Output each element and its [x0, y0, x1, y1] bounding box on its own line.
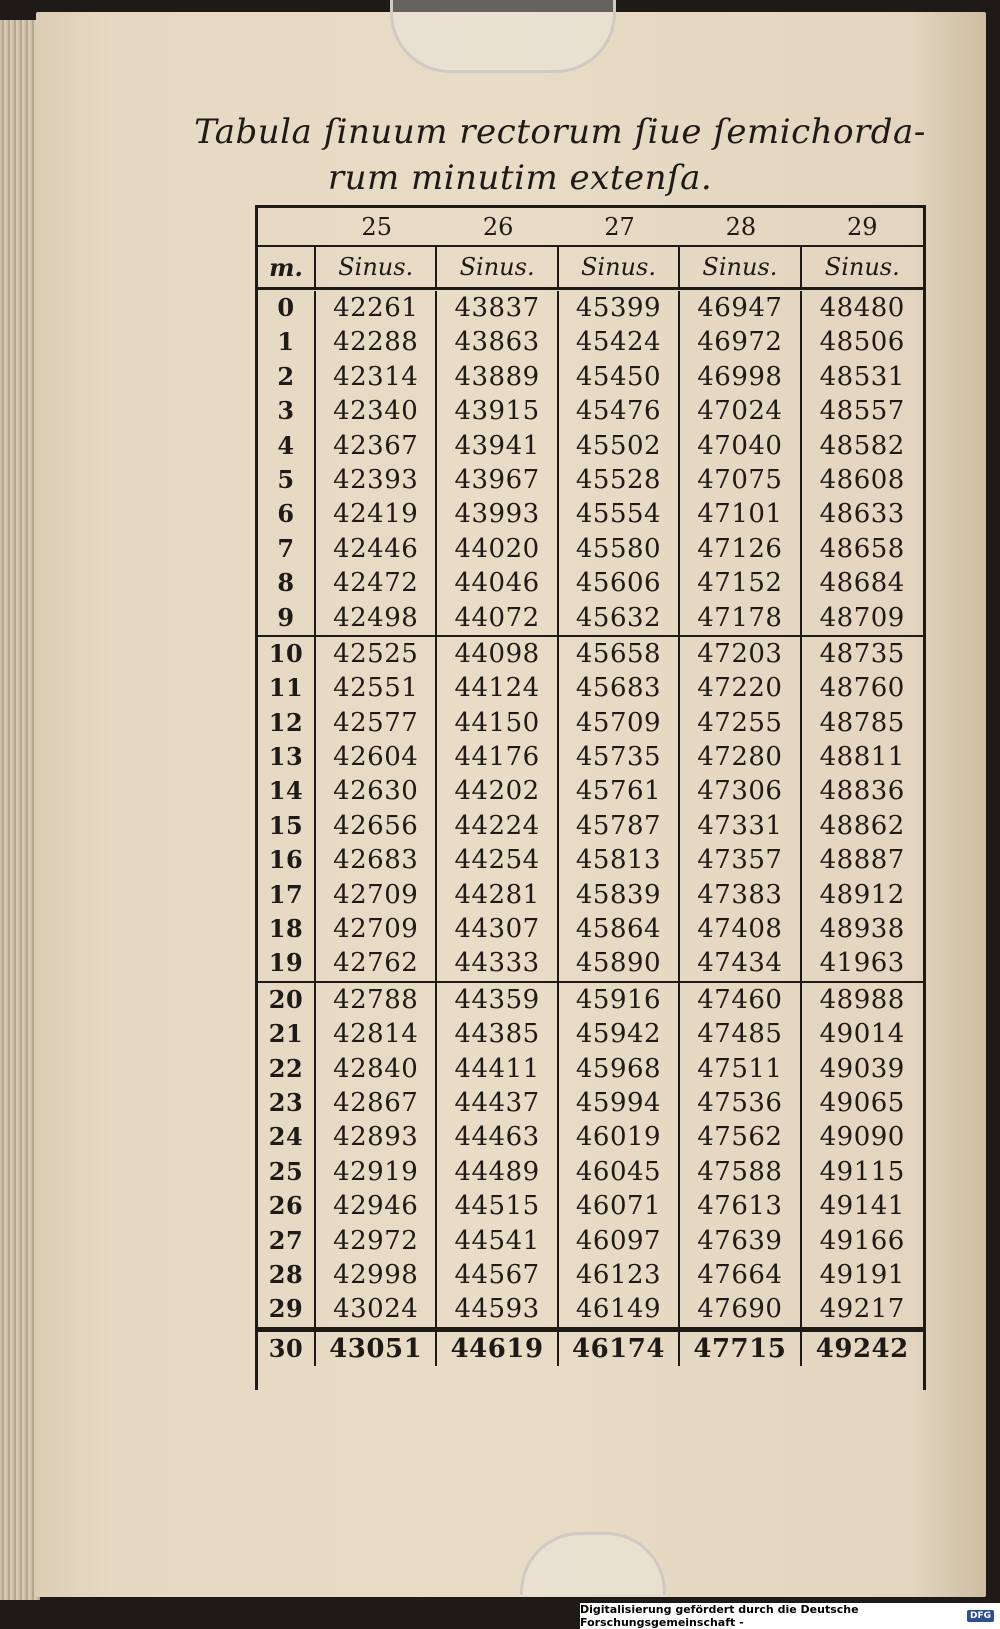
sinus-value-cell: 45864	[575, 914, 662, 945]
minute-cell: 30	[268, 1333, 304, 1363]
sinus-value-cell: 42340	[333, 396, 419, 427]
degree-header: 29	[846, 213, 878, 241]
sinus-column	[437, 1332, 558, 1366]
sinus-value-cell: 42314	[333, 361, 419, 392]
sinus-value-cell: 42893	[333, 1122, 419, 1153]
minute-cell: 6	[277, 499, 295, 529]
minute-cell: 2	[277, 361, 295, 391]
sinus-value-cell: 42261	[333, 293, 419, 323]
minute-cell: 8	[277, 568, 295, 598]
sinus-value-cell: 48658	[819, 533, 905, 564]
sinus-value-cell: 48582	[819, 430, 905, 461]
sinus-value-cell: 46998	[697, 361, 783, 392]
degree-header: 25	[361, 213, 392, 241]
sinus-value-cell: 47331	[697, 810, 783, 841]
minute-cell: 23	[268, 1087, 304, 1117]
sinus-value-cell: 44254	[454, 845, 540, 876]
sinus-value-cell: 43993	[454, 499, 540, 530]
sinus-value-cell: 47255	[697, 707, 783, 738]
minute-cell: 27	[268, 1225, 304, 1255]
sinus-value-cell: 44437	[454, 1087, 540, 1118]
sinus-value-cell: 42525	[333, 638, 419, 669]
sinus-value-cell: 45787	[575, 810, 662, 841]
final-row	[258, 1329, 923, 1366]
sinus-value-cell: 47383	[697, 879, 783, 910]
minute-cell: 7	[277, 533, 295, 563]
sinus-value-cell: 45424	[575, 327, 662, 358]
sinus-value-cell: 48684	[819, 568, 905, 599]
sinus-value-cell: 41963	[819, 948, 905, 979]
sinus-value-cell: 48760	[819, 673, 905, 704]
minute-cell: 16	[268, 845, 304, 875]
sinus-value-cell: 42472	[333, 568, 419, 599]
sinus-value-cell: 47306	[697, 776, 783, 807]
minutes-column	[258, 1332, 316, 1366]
sinus-value-cell: 42709	[333, 914, 419, 945]
minute-cell: 14	[268, 776, 304, 806]
sinus-value-cell: 44567	[454, 1259, 540, 1290]
sinus-value-cell: 42288	[333, 327, 419, 358]
page-stack-edge	[0, 20, 40, 1600]
sinus-value-cell: 47126	[697, 533, 783, 564]
sinus-value-cell: 47690	[697, 1294, 783, 1325]
sinus-value-cell: 45968	[575, 1053, 662, 1084]
sinus-value-cell: 47664	[697, 1259, 783, 1290]
sinus-value-cell: 47511	[697, 1053, 783, 1084]
sinus-value-cell: 47075	[697, 464, 783, 495]
sinus-value-cell: 43024	[333, 1294, 419, 1325]
minute-cell: 15	[268, 810, 304, 840]
sinus-value-cell: 44124	[454, 673, 540, 704]
sinus-value-cell: 44411	[454, 1053, 540, 1084]
sinus-value-cell: 48887	[819, 845, 905, 876]
sinus-value-cell: 44176	[454, 742, 540, 773]
sinus-value-cell: 47040	[697, 430, 783, 461]
sinus-value-cell: 44359	[454, 984, 540, 1015]
sinus-value-cell: 42814	[333, 1019, 419, 1050]
table-title-line2: rum minutim extenſa.	[327, 158, 713, 198]
sinus-value-cell: 45399	[575, 293, 662, 323]
row-group	[258, 637, 923, 983]
sinus-value-cell: 45658	[575, 638, 662, 669]
sinus-value-cell: 46045	[575, 1156, 662, 1187]
minute-cell: 0	[277, 293, 295, 322]
sinus-value-cell: 45528	[575, 464, 662, 495]
sinus-column	[316, 1332, 437, 1366]
sinus-value-cell: 48608	[819, 464, 905, 495]
dfg-logo: DFG	[967, 1610, 994, 1622]
row-group	[258, 983, 923, 1329]
sinus-value-cell: 44333	[454, 948, 540, 979]
minute-cell: 12	[268, 707, 304, 737]
table-title-line1: Tabula ſinuum rectorum ſiue ſemichorda-	[194, 112, 926, 152]
sinus-column	[680, 637, 801, 981]
sinus-column	[802, 983, 923, 1327]
sinus-value-cell: 42946	[333, 1191, 419, 1222]
sinus-column	[680, 983, 801, 1327]
sinus-value-cell: 48811	[819, 742, 905, 773]
sinus-value-cell: 49090	[819, 1122, 905, 1153]
sinus-column	[802, 1332, 923, 1366]
sinus-value-cell: 48836	[819, 776, 905, 807]
minute-cell: 11	[268, 673, 304, 703]
footer-text: Digitalisierung gefördert durch die Deutsche Forschungsgemeinschaft -	[580, 1603, 859, 1629]
minute-cell: 3	[277, 396, 295, 426]
sinus-value-cell: 42393	[333, 464, 419, 495]
sinus-value-cell: 47460	[697, 984, 783, 1015]
minute-cell: 20	[268, 984, 304, 1014]
sinus-value-cell: 44224	[454, 810, 540, 841]
sinus-value-cell: 45813	[575, 845, 662, 876]
page-clip-top	[390, 0, 616, 73]
sinus-value-cell: 43051	[329, 1333, 423, 1364]
sinus-value-cell: 49115	[819, 1156, 905, 1187]
sinus-value-cell: 48988	[819, 984, 905, 1015]
row-group	[258, 291, 923, 637]
sinus-value-cell: 47220	[697, 673, 783, 704]
sinus-value-cell: 45942	[575, 1019, 662, 1050]
digitization-footer	[580, 1603, 1000, 1629]
minute-cell: 26	[268, 1191, 304, 1221]
sinus-value-cell: 44619	[450, 1333, 544, 1364]
sinus-value-cell: 42656	[333, 810, 419, 841]
sinus-value-cell: 45554	[575, 499, 662, 530]
sinus-value-cell: 42762	[333, 948, 419, 979]
sinus-value-cell: 42367	[333, 430, 419, 461]
sinus-value-cell: 43863	[454, 327, 540, 358]
sinus-value-cell: 42972	[333, 1225, 419, 1256]
minute-cell: 13	[268, 742, 304, 772]
sinus-value-cell: 45916	[575, 984, 662, 1015]
sinus-column	[437, 291, 558, 635]
sinus-header: Sinus.	[824, 253, 900, 281]
degree-header: 27	[604, 213, 635, 241]
sinus-column	[559, 983, 680, 1327]
sinus-value-cell: 42419	[333, 499, 419, 530]
sinus-value-cell: 47639	[697, 1225, 783, 1256]
minutes-header: m.	[258, 247, 316, 287]
sinus-value-cell: 47280	[697, 742, 783, 773]
sinus-value-cell: 44150	[454, 707, 540, 738]
sinus-value-cell: 48709	[819, 602, 905, 633]
sinus-value-cell: 45890	[575, 948, 662, 979]
sinus-value-cell: 47408	[697, 914, 783, 945]
sinus-value-cell: 49191	[819, 1259, 905, 1290]
sinus-value-cell: 46123	[575, 1259, 662, 1290]
sinus-value-cell: 49242	[815, 1333, 909, 1364]
sinus-value-cell: 47434	[697, 948, 783, 979]
sinus-value-cell: 49014	[819, 1019, 905, 1050]
sinus-column	[316, 637, 437, 981]
sinus-value-cell: 48735	[819, 638, 905, 669]
sinus-value-cell: 45683	[575, 673, 662, 704]
sinus-value-cell: 47152	[697, 568, 783, 599]
sinus-value-cell: 42867	[333, 1087, 419, 1118]
minute-cell: 9	[277, 602, 295, 632]
sinus-value-cell: 47357	[697, 845, 783, 876]
sinus-value-cell: 44046	[454, 568, 540, 599]
sinus-value-cell: 45580	[575, 533, 662, 564]
sinus-value-cell: 42709	[333, 879, 419, 910]
sinus-value-cell: 42840	[333, 1053, 419, 1084]
minute-cell: 19	[268, 948, 304, 978]
sinus-value-cell: 42919	[333, 1156, 419, 1187]
sinus-value-cell: 49141	[819, 1191, 905, 1222]
minute-cell: 1	[277, 327, 295, 357]
minute-cell: 22	[268, 1053, 304, 1083]
sinus-value-cell: 43967	[454, 464, 540, 495]
sinus-value-cell: 42577	[333, 707, 419, 738]
sinus-value-cell: 42630	[333, 776, 419, 807]
sinus-value-cell: 47024	[697, 396, 783, 427]
sinus-value-cell: 42998	[333, 1259, 419, 1290]
table-top-rule	[258, 205, 923, 208]
sinus-value-cell: 48633	[819, 499, 905, 530]
sinus-value-cell: 45632	[575, 602, 662, 633]
sinus-value-cell: 47101	[697, 499, 783, 530]
sinus-value-cell: 46071	[575, 1191, 662, 1222]
sinus-value-cell: 45761	[575, 776, 662, 807]
sinus-value-cell: 49039	[819, 1053, 905, 1084]
sinus-value-cell: 44307	[454, 914, 540, 945]
sinus-value-cell: 47562	[697, 1122, 783, 1153]
sinus-column	[802, 637, 923, 981]
sinus-value-cell: 43915	[454, 396, 540, 427]
sinus-value-cell: 47536	[697, 1087, 783, 1118]
sinus-header: Sinus.	[680, 247, 801, 287]
minute-cell: 4	[277, 430, 295, 460]
degree-header-row	[258, 209, 923, 247]
sinus-value-cell: 45476	[575, 396, 662, 427]
sinus-value-cell: 44020	[454, 533, 540, 564]
sinus-value-cell: 47203	[697, 638, 783, 669]
sinus-value-cell: 42683	[333, 845, 419, 876]
sinus-value-cell: 44593	[454, 1294, 540, 1325]
sinus-column	[437, 637, 558, 981]
sinus-column	[559, 1332, 680, 1366]
sinus-value-cell: 46149	[575, 1294, 662, 1325]
degree-header-blank	[258, 209, 316, 245]
sinus-value-cell: 43889	[454, 361, 540, 392]
sine-table	[255, 205, 926, 1390]
sinus-value-cell: 42788	[333, 984, 419, 1015]
sinus-value-cell: 48557	[819, 396, 905, 427]
sinus-value-cell: 49166	[819, 1225, 905, 1256]
sinus-header-row	[258, 247, 923, 290]
sinus-value-cell: 48862	[819, 810, 905, 841]
sinus-value-cell: 49217	[819, 1294, 905, 1325]
sinus-header: Sinus.	[437, 247, 558, 287]
sinus-value-cell: 48785	[819, 707, 905, 738]
sinus-column	[680, 1332, 801, 1366]
sinus-value-cell: 42551	[333, 673, 419, 704]
sinus-value-cell: 44541	[454, 1225, 540, 1256]
sinus-value-cell: 44072	[454, 602, 540, 633]
sinus-value-cell: 45735	[575, 742, 662, 773]
sinus-column	[316, 983, 437, 1327]
sinus-value-cell: 48480	[819, 293, 905, 323]
sinus-column	[559, 637, 680, 981]
sinus-value-cell: 49065	[819, 1087, 905, 1118]
minute-cell: 5	[277, 464, 295, 494]
minutes-column	[258, 637, 316, 981]
minutes-column	[258, 291, 316, 635]
degree-header: 26	[482, 213, 514, 241]
degree-header: 28	[725, 213, 757, 241]
sinus-value-cell: 47588	[697, 1156, 783, 1187]
minute-cell: 17	[268, 879, 304, 909]
sinus-value-cell: 42604	[333, 742, 419, 773]
sinus-value-cell: 45709	[575, 707, 662, 738]
sinus-value-cell: 45839	[575, 879, 662, 910]
minute-cell: 21	[268, 1019, 304, 1049]
sinus-value-cell: 46947	[697, 293, 783, 323]
sinus-value-cell: 45502	[575, 430, 662, 461]
minute-cell: 18	[268, 914, 304, 944]
sinus-value-cell: 44281	[454, 879, 540, 910]
sinus-column	[316, 291, 437, 635]
sinus-value-cell: 48938	[819, 914, 905, 945]
sinus-value-cell: 43837	[454, 293, 540, 323]
sinus-value-cell: 46972	[697, 327, 783, 358]
sinus-value-cell: 45606	[575, 568, 662, 599]
sinus-value-cell: 45994	[575, 1087, 662, 1118]
sinus-header: Sinus.	[559, 247, 680, 287]
sinus-header: Sinus.	[316, 247, 437, 287]
minute-cell: 28	[268, 1259, 304, 1289]
sinus-column	[559, 291, 680, 635]
sinus-value-cell: 44098	[454, 638, 540, 669]
minute-cell: 25	[268, 1156, 304, 1186]
sinus-value-cell: 44385	[454, 1019, 540, 1050]
sinus-value-cell: 44202	[454, 776, 540, 807]
sinus-value-cell: 44515	[454, 1191, 540, 1222]
sinus-value-cell: 46174	[571, 1333, 665, 1364]
sinus-value-cell: 45450	[575, 361, 662, 392]
minute-cell: 29	[268, 1294, 304, 1324]
sinus-value-cell: 44489	[454, 1156, 540, 1187]
sinus-value-cell: 46097	[575, 1225, 662, 1256]
sinus-column	[680, 291, 801, 635]
minutes-column	[258, 983, 316, 1327]
sinus-value-cell: 44463	[454, 1122, 540, 1153]
sinus-value-cell: 48506	[819, 327, 905, 358]
sinus-value-cell: 47715	[693, 1333, 787, 1364]
table-body	[258, 291, 923, 1366]
sinus-value-cell: 43941	[454, 430, 540, 461]
minute-cell: 10	[268, 638, 304, 668]
sinus-value-cell: 48531	[819, 361, 905, 392]
sinus-value-cell: 42446	[333, 533, 419, 564]
sinus-value-cell: 47613	[697, 1191, 783, 1222]
sinus-value-cell: 48912	[819, 879, 905, 910]
sinus-value-cell: 42498	[333, 602, 419, 633]
sinus-column	[437, 983, 558, 1327]
sinus-column	[802, 291, 923, 635]
sinus-value-cell: 46019	[575, 1122, 662, 1153]
sinus-value-cell: 47178	[697, 602, 783, 633]
sinus-value-cell: 47485	[697, 1019, 783, 1050]
minute-cell: 24	[268, 1122, 304, 1152]
